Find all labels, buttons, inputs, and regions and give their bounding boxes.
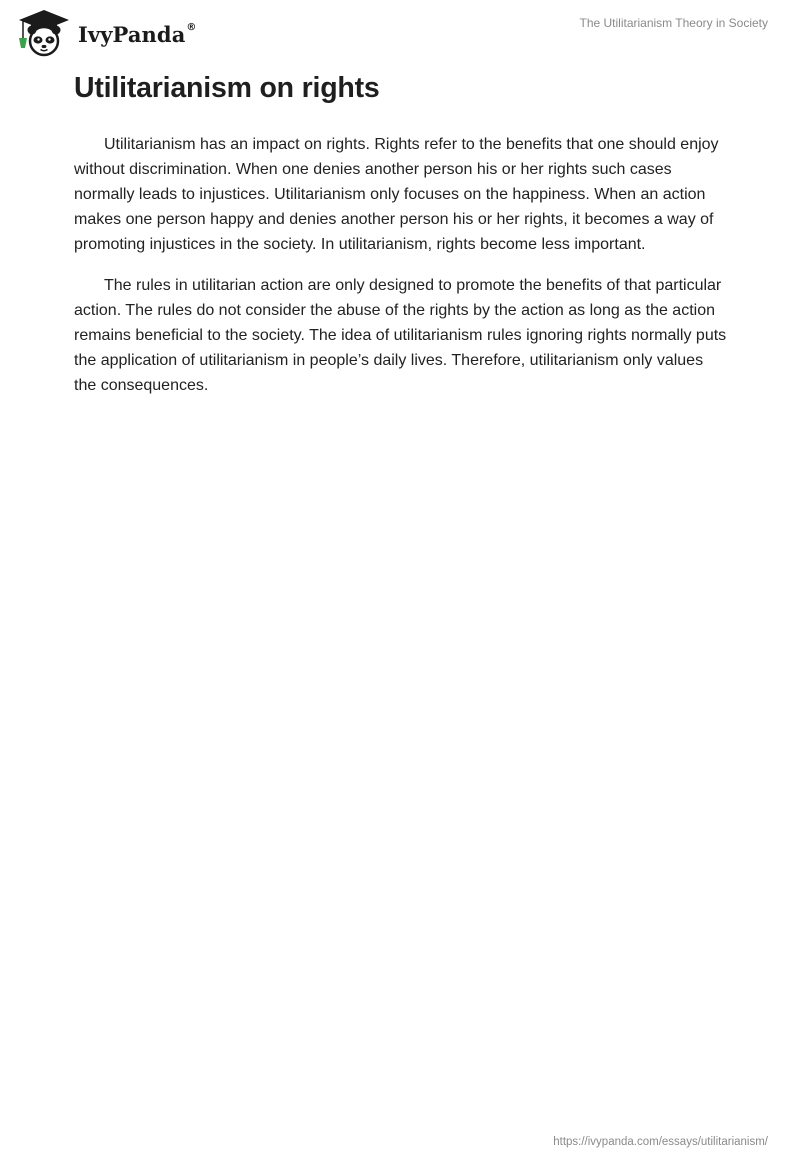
ivypanda-logo[interactable] xyxy=(14,8,197,58)
paragraph: Utilitarianism has an impact on rights. Rights refer to the benefits that one should enjoy without discrimination. When one denies another person his or her rights such cases normally leads to injustices. Utilitarianism only focuses on the happiness. When an action makes one person happy and denies another person his or her rights, it becomes a way of promoting injustices in the society. In utilitarianism, rights become less important. xyxy=(74,136,719,253)
running-header-title: The Utilitarianism Theory in Society xyxy=(579,16,768,30)
article-body xyxy=(74,132,728,414)
registered-mark: ® xyxy=(186,21,197,33)
source-url[interactable]: https://ivypanda.com/essays/utilitarianism/ xyxy=(553,1136,768,1148)
panda-graduate-icon xyxy=(14,8,74,58)
section-heading: Utilitarianism on rights xyxy=(74,72,380,104)
brand-name: IvyPanda® xyxy=(78,21,197,47)
paragraph: The rules in utilitarian action are only designed to promote the benefits of that particular action. The rules do not consider the abuse of the rights by the action as long as the action remains beneficial to the society. The idea of utilitarianism rules ignoring rights normally puts the application of utilitarianism in people’s daily lives. Therefore, utilitarianism only values the consequences. xyxy=(74,277,727,394)
